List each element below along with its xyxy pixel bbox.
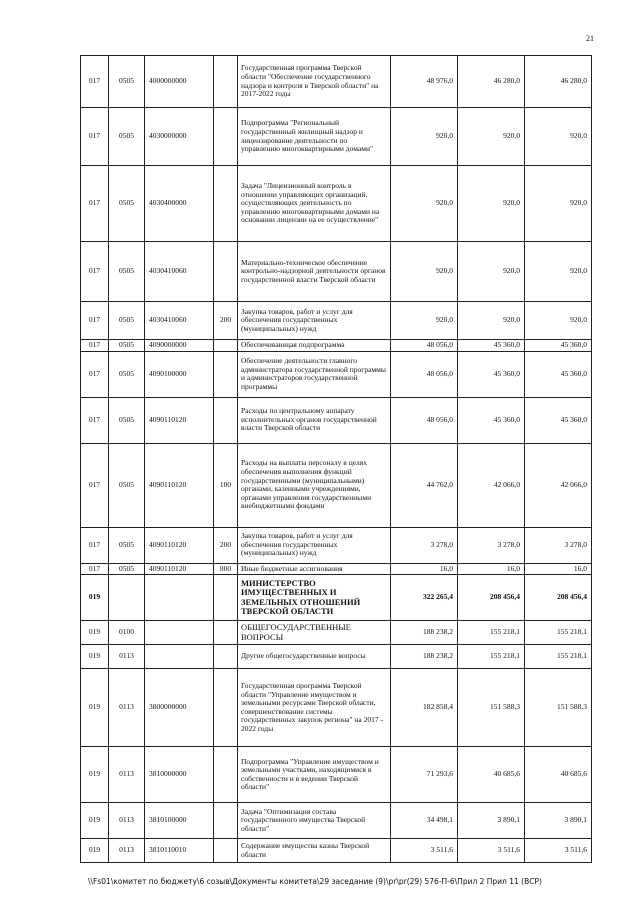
target-code-cell: 3810110010 [145, 839, 214, 863]
target-code-cell: 4000000000 [145, 56, 214, 108]
item-name-cell: Закупка товаров, работ и услуг для обеспечения государственных (муниципальных) нужд [238, 302, 391, 340]
item-name-cell: ОБЩЕГОСУДАРСТВЕННЫЕ ВОПРОСЫ [238, 621, 391, 645]
target-code-cell: 4030400000 [145, 166, 214, 242]
target-code-cell [145, 621, 214, 645]
amount-2021-cell: 3 890,1 [458, 803, 525, 839]
section-code-cell: 0113 [109, 803, 145, 839]
table-row [81, 443, 592, 527]
item-name-cell: Материально-техническое обеспечение контрольно-надзорной деятельности органов государственной власти Тверской области [238, 242, 391, 302]
admin-code-cell: 017 [81, 302, 109, 340]
target-code-cell: 3810100000 [145, 803, 214, 839]
item-name-cell: Подпрограмма "Управление имуществом и земельными участками, находящимися в собственности и в ведении Тверской области" [238, 747, 391, 803]
admin-code-cell: 017 [81, 340, 109, 352]
admin-code-cell: 017 [81, 242, 109, 302]
amount-2020-cell: 44 762,0 [391, 443, 458, 527]
amount-2020-cell: 188 238,2 [391, 645, 458, 669]
target-code-cell: 4090110120 [145, 527, 214, 563]
table-row [81, 621, 592, 645]
item-name-cell: Иные бюджетные ассигнования [238, 563, 391, 575]
amount-2020-cell: 71 293,6 [391, 747, 458, 803]
amount-2022-cell: 3 278,0 [525, 527, 592, 563]
admin-code-cell: 019 [81, 839, 109, 863]
target-code-cell: 4090100000 [145, 351, 214, 397]
expense-kind-cell [214, 645, 238, 669]
section-code-cell: 0100 [109, 621, 145, 645]
table-row [81, 747, 592, 803]
item-name-cell: Обеспечивающая подпрограмма [238, 340, 391, 352]
admin-code-cell: 019 [81, 669, 109, 747]
expense-kind-cell [214, 56, 238, 108]
target-code-cell: 4030410060 [145, 302, 214, 340]
item-name-cell: Государственная программа Тверской области "Управление имуществом и земельными ресурсами Тверской области, совершенствование системы государственных закупок региона" на 2017 - 2022 годы [238, 669, 391, 747]
table-row [81, 645, 592, 669]
page-number: 21 [586, 34, 594, 43]
amount-2022-cell: 16,0 [525, 563, 592, 575]
amount-2022-cell: 40 685,6 [525, 747, 592, 803]
amount-2022-cell: 920,0 [525, 166, 592, 242]
expense-kind-cell [214, 621, 238, 645]
amount-2021-cell: 3 278,0 [458, 527, 525, 563]
expense-kind-cell: 100 [214, 443, 238, 527]
expense-kind-cell [214, 669, 238, 747]
section-code-cell [109, 575, 145, 621]
target-code-cell: 3800000000 [145, 669, 214, 747]
amount-2020-cell: 48 976,0 [391, 56, 458, 108]
admin-code-cell: 019 [81, 645, 109, 669]
file-path-footer: \\Fs01\комитет по бюджету\6 созыв\Документы комитета\29 заседание (9)\pr\pr(29) 576-П-6\Прил 2 Прил 11 (ВСР) [88, 877, 542, 886]
admin-code-cell: 017 [81, 56, 109, 108]
amount-2020-cell: 920,0 [391, 302, 458, 340]
item-name-cell: Закупка товаров, работ и услуг для обеспечения государственных (муниципальных) нужд [238, 527, 391, 563]
expense-kind-cell [214, 108, 238, 166]
amount-2021-cell: 45 360,0 [458, 397, 525, 443]
target-code-cell: 4030000000 [145, 108, 214, 166]
amount-2022-cell: 920,0 [525, 242, 592, 302]
admin-code-cell: 019 [81, 747, 109, 803]
target-code-cell: 4090000000 [145, 340, 214, 352]
section-code-cell: 0505 [109, 351, 145, 397]
amount-2022-cell: 920,0 [525, 108, 592, 166]
amount-2020-cell: 3 278,0 [391, 527, 458, 563]
item-name-cell: Содержание имущества казны Тверской области [238, 839, 391, 863]
amount-2022-cell: 208 456,4 [525, 575, 592, 621]
section-code-cell: 0113 [109, 839, 145, 863]
amount-2022-cell: 42 066,0 [525, 443, 592, 527]
admin-code-cell: 019 [81, 575, 109, 621]
target-code-cell [145, 575, 214, 621]
section-code-cell: 0505 [109, 166, 145, 242]
admin-code-cell: 017 [81, 443, 109, 527]
amount-2021-cell: 920,0 [458, 108, 525, 166]
amount-2020-cell: 34 498,1 [391, 803, 458, 839]
section-code-cell: 0505 [109, 563, 145, 575]
table-row [81, 166, 592, 242]
table-row [81, 527, 592, 563]
section-code-cell: 0505 [109, 242, 145, 302]
amount-2022-cell: 155 218,1 [525, 645, 592, 669]
amount-2022-cell: 3 890,1 [525, 803, 592, 839]
section-code-cell: 0505 [109, 56, 145, 108]
item-name-cell: Обеспечение деятельности главного администратора государственной программы и администраторов государственной программы [238, 351, 391, 397]
item-name-cell: Расходы по центральному аппарату исполнительных органов государственной власти Тверской области [238, 397, 391, 443]
amount-2020-cell: 3 511,6 [391, 839, 458, 863]
amount-2021-cell: 45 360,0 [458, 340, 525, 352]
expense-kind-cell [214, 839, 238, 863]
target-code-cell: 4090110120 [145, 443, 214, 527]
amount-2021-cell: 920,0 [458, 242, 525, 302]
expense-kind-cell [214, 575, 238, 621]
item-name-cell: Задача "Лицензионный контроль в отношении управляющих организаций, осуществляющих деятельность по управлению многоквартирными домами на основании лицензии на ее осуществление" [238, 166, 391, 242]
section-code-cell: 0505 [109, 340, 145, 352]
table-row [81, 803, 592, 839]
amount-2020-cell: 920,0 [391, 242, 458, 302]
expense-kind-cell [214, 340, 238, 352]
section-code-cell: 0505 [109, 302, 145, 340]
amount-2021-cell: 155 218,1 [458, 621, 525, 645]
amount-2022-cell: 45 360,0 [525, 340, 592, 352]
expense-kind-cell [214, 747, 238, 803]
section-code-cell: 0113 [109, 645, 145, 669]
table-row [81, 575, 592, 621]
amount-2021-cell: 3 511,6 [458, 839, 525, 863]
expense-kind-cell: 800 [214, 563, 238, 575]
expense-kind-cell [214, 803, 238, 839]
amount-2022-cell: 45 360,0 [525, 397, 592, 443]
amount-2021-cell: 151 588,3 [458, 669, 525, 747]
admin-code-cell: 017 [81, 351, 109, 397]
amount-2022-cell: 45 360,0 [525, 351, 592, 397]
amount-2020-cell: 48 056,0 [391, 351, 458, 397]
item-name-cell: Подпрограмма "Региональный государственный жилищный надзор и лицензирование деятельности по управлению многоквартирными домами" [238, 108, 391, 166]
table-row [81, 242, 592, 302]
expense-kind-cell: 200 [214, 527, 238, 563]
admin-code-cell: 019 [81, 621, 109, 645]
target-code-cell: 4090110120 [145, 397, 214, 443]
budget-table [80, 55, 592, 863]
amount-2021-cell: 46 280,0 [458, 56, 525, 108]
table-row [81, 340, 592, 352]
amount-2022-cell: 3 511,6 [525, 839, 592, 863]
target-code-cell [145, 645, 214, 669]
amount-2022-cell: 46 280,0 [525, 56, 592, 108]
amount-2020-cell: 920,0 [391, 166, 458, 242]
table-row [81, 108, 592, 166]
amount-2021-cell: 45 360,0 [458, 351, 525, 397]
amount-2022-cell: 155 218,1 [525, 621, 592, 645]
section-code-cell: 0505 [109, 443, 145, 527]
table-row [81, 669, 592, 747]
amount-2020-cell: 182 858,4 [391, 669, 458, 747]
expense-kind-cell [214, 242, 238, 302]
expense-kind-cell [214, 166, 238, 242]
section-code-cell: 0505 [109, 108, 145, 166]
item-name-cell: Государственная программа Тверской области "Обеспечение государственного надзора и контроля в Тверской области" на 2017-2022 годы [238, 56, 391, 108]
amount-2020-cell: 48 056,0 [391, 397, 458, 443]
amount-2021-cell: 920,0 [458, 302, 525, 340]
admin-code-cell: 017 [81, 108, 109, 166]
amount-2020-cell: 920,0 [391, 108, 458, 166]
table-row [81, 351, 592, 397]
expense-kind-cell [214, 351, 238, 397]
item-name-cell: Задача "Оптимизация состава государственного имущества Тверской области" [238, 803, 391, 839]
admin-code-cell: 019 [81, 803, 109, 839]
target-code-cell: 4090110120 [145, 563, 214, 575]
section-code-cell: 0113 [109, 747, 145, 803]
amount-2021-cell: 40 685,6 [458, 747, 525, 803]
amount-2021-cell: 208 456,4 [458, 575, 525, 621]
admin-code-cell: 017 [81, 397, 109, 443]
admin-code-cell: 017 [81, 166, 109, 242]
amount-2020-cell: 188 238,2 [391, 621, 458, 645]
expense-kind-cell [214, 397, 238, 443]
table-row [81, 563, 592, 575]
target-code-cell: 3810000000 [145, 747, 214, 803]
admin-code-cell: 017 [81, 563, 109, 575]
amount-2021-cell: 920,0 [458, 166, 525, 242]
item-name-cell: Расходы на выплаты персоналу в целях обеспечения выполнения функций государственными (муниципальными) органами, казенными учреждениями, органами управления государственными внебюджетными фондами [238, 443, 391, 527]
amount-2022-cell: 151 588,3 [525, 669, 592, 747]
table-row [81, 839, 592, 863]
amount-2020-cell: 322 265,4 [391, 575, 458, 621]
admin-code-cell: 017 [81, 527, 109, 563]
amount-2022-cell: 920,0 [525, 302, 592, 340]
section-code-cell: 0505 [109, 527, 145, 563]
amount-2021-cell: 42 066,0 [458, 443, 525, 527]
table-row [81, 56, 592, 108]
table-row [81, 302, 592, 340]
item-name-cell: Другие общегосударственные вопросы [238, 645, 391, 669]
target-code-cell: 4030410060 [145, 242, 214, 302]
table-row [81, 397, 592, 443]
amount-2020-cell: 48 056,0 [391, 340, 458, 352]
expense-kind-cell: 200 [214, 302, 238, 340]
section-code-cell: 0113 [109, 669, 145, 747]
item-name-cell: МИНИСТЕРСТВО ИМУЩЕСТВЕННЫХ И ЗЕМЕЛЬНЫХ ОТНОШЕНИЙ ТВЕРСКОЙ ОБЛАСТИ [238, 575, 391, 621]
amount-2021-cell: 155 218,1 [458, 645, 525, 669]
amount-2020-cell: 16,0 [391, 563, 458, 575]
section-code-cell: 0505 [109, 397, 145, 443]
amount-2021-cell: 16,0 [458, 563, 525, 575]
